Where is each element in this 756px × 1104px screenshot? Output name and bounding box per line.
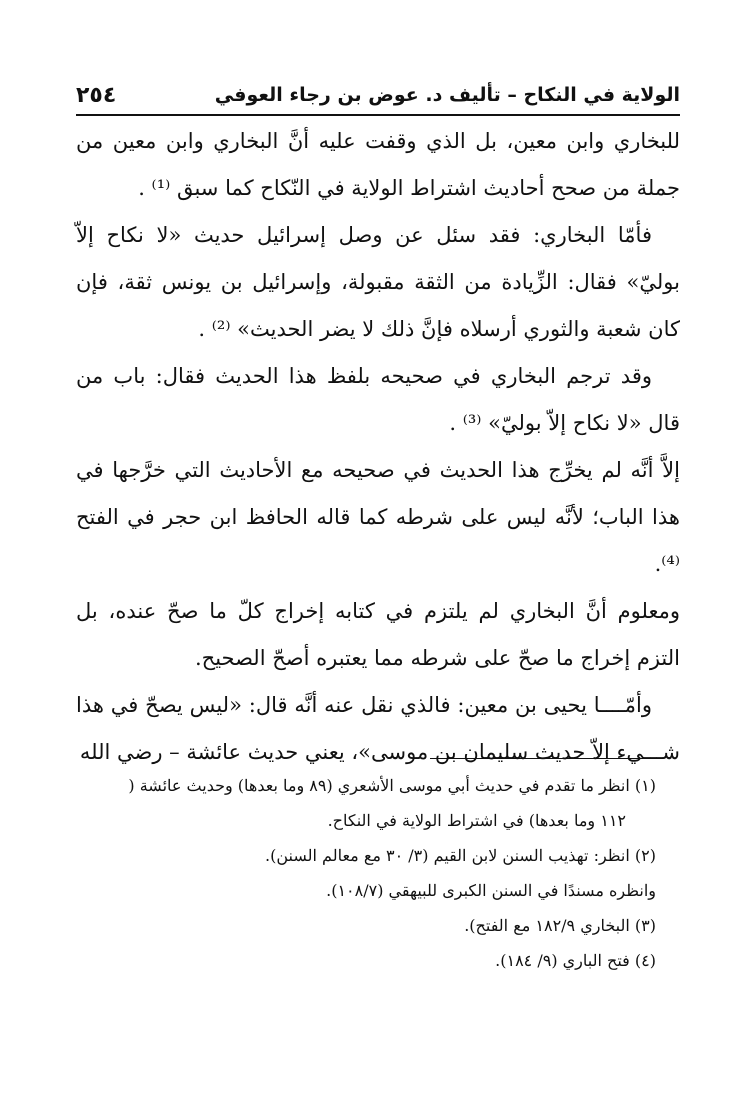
footnote-1-continuation: ١١٢ وما بعدها) في اشتراط الولاية في النكاح. xyxy=(327,811,626,830)
main-text xyxy=(76,118,680,776)
footnote-3: (٣) البخاري ١٨٢/٩ مع الفتح). xyxy=(464,916,656,935)
footnote-4: (٤) فتح الباري (٩/ ١٨٤). xyxy=(495,951,656,970)
page-header xyxy=(76,78,680,112)
footnote-1: (١) انظر ما تقدم في حديث أبي موسى الأشعري (٨٩ وما بعدها) وحديث عائشة ( xyxy=(128,776,656,795)
header-divider xyxy=(76,114,680,116)
paragraph-4: إلاَّ أنَّه لم يخرِّج هذا الحديث في صحيحه مع الأحاديث التي خرَّجها في هذا الباب؛ لأنَّه ليس على شرطه كما قاله الحافظ ابن حجر في الفتح ⁽⁴⁾. xyxy=(76,458,680,576)
paragraph-6: وأمّــــا يحيى بن معين: فالذي نقل عنه أنَّه قال: «ليس يصحّ في هذا شـــيء إلاّ حديث سليمان بن موسى»، يعني حديث عائشة – رضي الله xyxy=(76,693,680,764)
paragraph-3: وقد ترجم البخاري في صحيحه بلفظ هذا الحديث فقال: باب من قال «لا نكاح إلاّ بوليّ» ⁽³⁾ . xyxy=(76,364,680,435)
footnote-2: (٢) انظر: تهذيب السنن لابن القيم (٣/ ٣٠ مع معالم السنن). xyxy=(265,846,656,865)
paragraph-5: ومعلوم أنَّ البخاري لم يلتزم في كتابه إخراج كلّ ما صحّ عنده، بل التزم إخراج ما صحّ على شرطه مما يعتبره أصحّ الصحيح. xyxy=(76,599,680,670)
running-title: الولاية في النكاح – تأليف د. عوض بن رجاء العوفي xyxy=(214,84,680,106)
paragraph-2: فأمّا البخاري: فقد سئل عن وصل إسرائيل حديث «لا نكاح إلاّ بوليّ» فقال: الزِّيادة من الثقة مقبولة، وإسرائيل بن يونس ثقة، فإن كان شعبة والثوري أرسلاه فإنَّ ذلك لا يضر الحديث» ⁽²⁾ . xyxy=(76,223,680,341)
paragraph-1: للبخاري وابن معين، بل الذي وقفت عليه أنَّ البخاري وابن معين من جملة من صحح أحاديث اشتراط الولاية في النّكاح كما سبق ⁽¹⁾ . xyxy=(76,129,680,200)
footnote-divider xyxy=(430,758,656,759)
footnotes xyxy=(100,768,656,978)
page-number: ٢٥٤ xyxy=(76,82,117,108)
footnote-2-continuation: وانظره مسندًا في السنن الكبرى للبيهقي (١٠٨/٧). xyxy=(326,881,656,900)
